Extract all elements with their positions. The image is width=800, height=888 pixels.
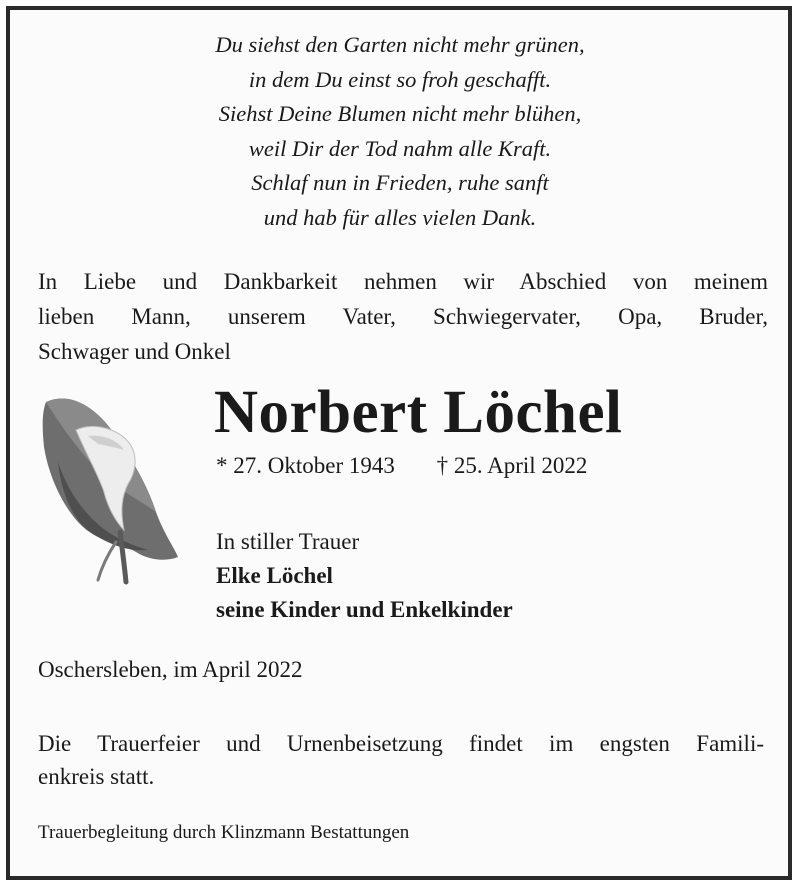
poem-line: weil Dir der Tod nahm alle Kraft. bbox=[248, 135, 552, 161]
deceased-name: Norbert Löchel bbox=[214, 379, 623, 446]
undertaker-note: Trauerbegleitung durch Klinzmann Bestattungen bbox=[38, 822, 410, 843]
poem-line: Du siehst den Garten nicht mehr grünen, bbox=[215, 32, 585, 57]
death-date: † 25. April 2022 bbox=[436, 453, 588, 478]
poem-line: Schlaf nun in Frieden, ruhe sanft bbox=[251, 170, 549, 196]
poem-line: in dem Du einst so froh geschafft. bbox=[248, 66, 552, 92]
poem-line: und hab für alles vielen Dank. bbox=[263, 204, 537, 230]
intro-text bbox=[38, 264, 768, 369]
intro-line: In Liebe und Dankbarkeit nehmen wir Abschied von meinem bbox=[38, 269, 768, 294]
poem bbox=[0, 28, 800, 236]
mourner-primary: Elke Löchel bbox=[216, 563, 333, 588]
place-date: Oschersleben, im April 2022 bbox=[38, 657, 303, 682]
calla-lily-image bbox=[38, 392, 180, 586]
life-dates bbox=[216, 453, 587, 479]
poem-line: Siehst Deine Blumen nicht mehr blühen, bbox=[218, 101, 582, 127]
mourners-heading: In stiller Trauer bbox=[216, 529, 360, 554]
service-line: Die Trauerfeier und Urnenbeisetzung findet im engsten Famili- bbox=[38, 731, 764, 756]
mourners-block bbox=[216, 525, 513, 627]
intro-line: Schwager und Onkel bbox=[38, 339, 231, 364]
intro-line: lieben Mann, unserem Vater, Schwiegervater, Opa, Bruder, bbox=[38, 304, 768, 329]
service-notice bbox=[38, 727, 764, 793]
birth-date: * 27. Oktober 1943 bbox=[216, 453, 395, 478]
service-line: enkreis statt. bbox=[38, 764, 155, 789]
mourner-secondary: seine Kinder und Enkelkinder bbox=[216, 597, 513, 622]
